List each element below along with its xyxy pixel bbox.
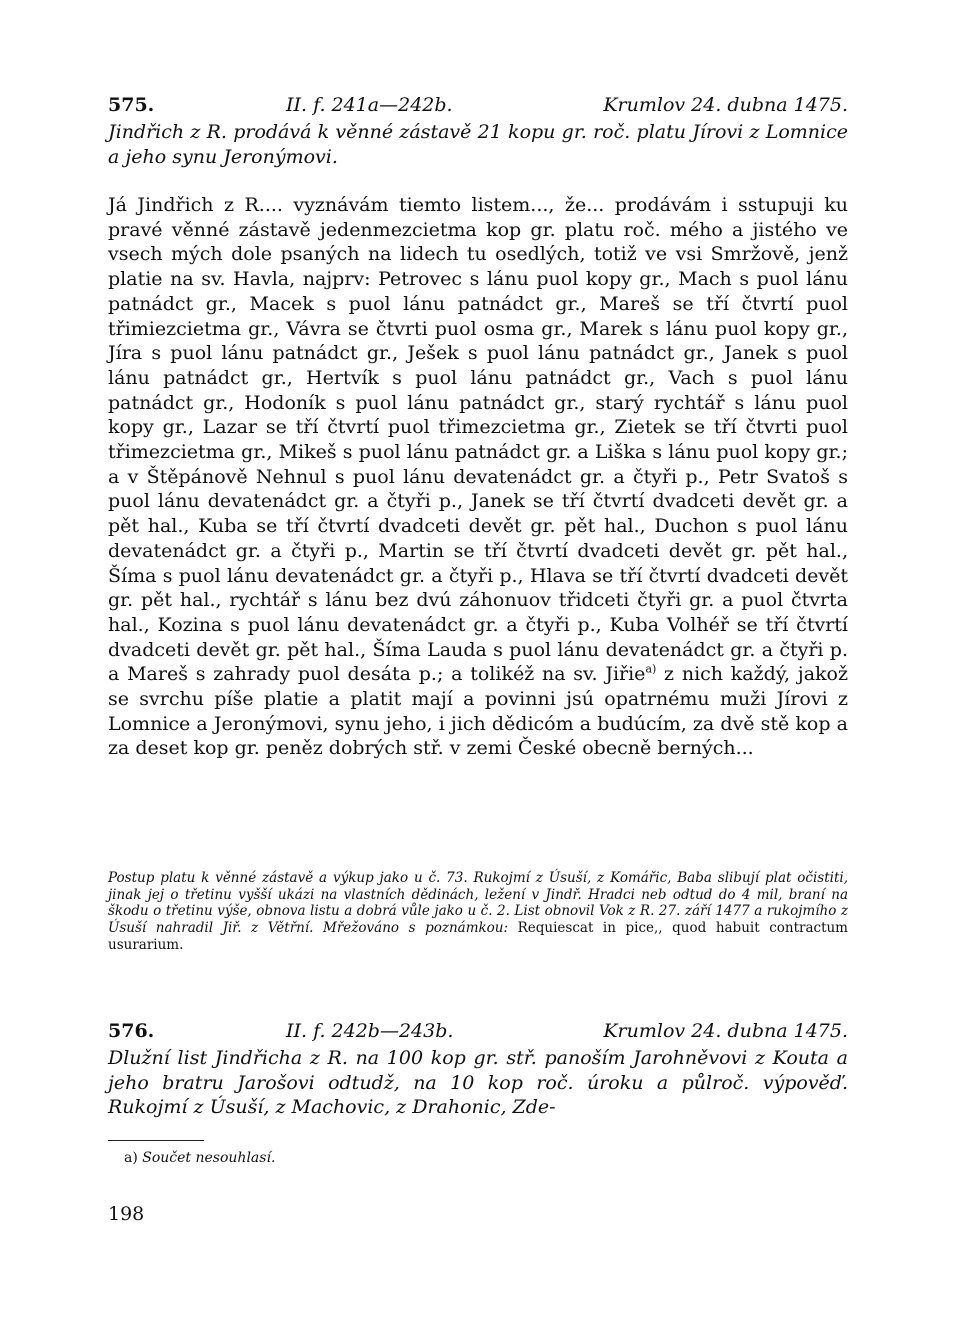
- entry-number: 576.: [108, 1020, 155, 1042]
- footnote-divider: [108, 1140, 204, 1141]
- footnote-reference-mark: a): [645, 663, 657, 677]
- folio-reference: II. f. 241a—242b.: [286, 94, 453, 116]
- page-number: 198: [108, 1203, 145, 1225]
- entry-576-regest: Dlužní list Jindřicha z R. na 100 kop gr. stř. panoším Jarohněvovi z Kouta a jeho bratru Jarošovi odtudž, na 10 kop roč. úroku a půlroč. výpověď. Rukojmí z Úsuší, z Machovic, z Drahonic, Zde-: [108, 1047, 848, 1118]
- body-text-part-1: Já Jindřich z R.... vyznávám tiemto listem..., že... prodávám i sstupuji ku pravé věnné zástavě jedenmezcietma kop gr. platu roč. mého a jistého ve vsech mých dole psaných na lidech tu osedlých, totiž ve vsi Smržově, jenž platie na sv. Havla, najprv: Petrovec s lánu puol kopy gr., Mach s puol lánu patnádct gr., Macek s puol lánu patnádct gr., Mareš se tří čtvrtí puol třimiezcietma gr., Vávra se čtvrti puol osma gr., Marek s lánu puol kopy gr., Jíra s puol lánu patnádct gr., Ješek s puol lánu patnádct gr., Janek s puol lánu patnádct gr., Hertvík s puol lánu patnádct gr., Vach s puol lánu patnádct gr., Hodoník s puol lánu patnádct gr., starý rychtář s lánu puol kopy gr., Lazar se tří čtvrtí puol třimezcietma gr., Zietek se tří čtvrti puol třimezcietma gr., Mikeš s puol lánu patnádct gr. a Liška s lánu puol kopy gr.; a v Štěpánově Nehnul s puol lánu devatenádct gr. a čtyři p., Petr Svatoš s puol lánu devatenádct gr. a čtyři p., Janek se tří čtvrtí dvadceti devět gr. a pět hal., Kuba se tří čtvrtí dvadceti devět gr. pět hal., Duchon s puol lánu devatenádct gr. a čtyři p., Martin se tří čtvrtí dvadceti devět gr. pět hal., Šíma s puol lánu devatenádct gr. a čtyři p., Hlava se tří čtvrtí dvadceti devět gr. pět hal., rychtář s lánu bez dvú záhonuov třidceti čtyři gr. a puol čtvrta hal., Kozina s puol lánu devatenádct gr. a čtyři p., Kuba Volhéř se tří čtvrtí dvadceti devět gr. pět hal., Šíma Lauda s puol lánu devatenádct gr. a čtyři p. a Mareš s zahrady puol desáta p.; a tolikéž na sv. Jiřie: [108, 194, 848, 686]
- entry-575-notes: [108, 870, 848, 954]
- footnote-text: Součet nesouhlasí.: [142, 1150, 276, 1166]
- body-text-part-2: z nich každý, jakož se svrchu píše platie a platit mají a povinni jsú opatrnému muži Jírovi z Lomnice a Jeronýmovi, synu jeho, i jich dědicóm a budúcím, za dvě stě kop a za deset kop gr. peněz dobrých stř. v zemi České obecně berných...: [108, 663, 848, 760]
- place-and-date: Krumlov 24. dubna 1475.: [603, 94, 848, 116]
- notes-italic-text: Postup platu k věnné zástavě a výkup jako u č. 73. Rukojmí z Úsuší, z Komářic, Baba slibují plat očistiti, jinak jej o třetinu vyšší ukázi na vlastních dědinách, ležení v Jindř. Hradci neb odtud do 4 mil, braní na škodu o třetinu výše, obnova listu a dobrá vůle jako u č. 2. List obnovil Vok z R. 27. září 1477 a rukojmího z Úsuší nahradil Jiř. z Větřní. Mřežováno s poznámkou:: [108, 870, 848, 937]
- notes-quotation: Requiescat in pice,, quod habuit contractum usurarium.: [108, 920, 848, 953]
- entry-575-body: [108, 193, 848, 761]
- place-and-date: Krumlov 24. dubna 1475.: [603, 1020, 848, 1042]
- footnote-mark: a): [124, 1150, 138, 1166]
- footnote: [124, 1150, 275, 1166]
- entry-number: 575.: [108, 94, 155, 116]
- folio-reference: II. f. 242b—243b.: [286, 1020, 454, 1042]
- entry-575-regest: Jindřich z R. prodává k věnné zástavě 21 kopu gr. roč. platu Jírovi z Lomnice a jeho synu Jeronýmovi.: [108, 121, 848, 168]
